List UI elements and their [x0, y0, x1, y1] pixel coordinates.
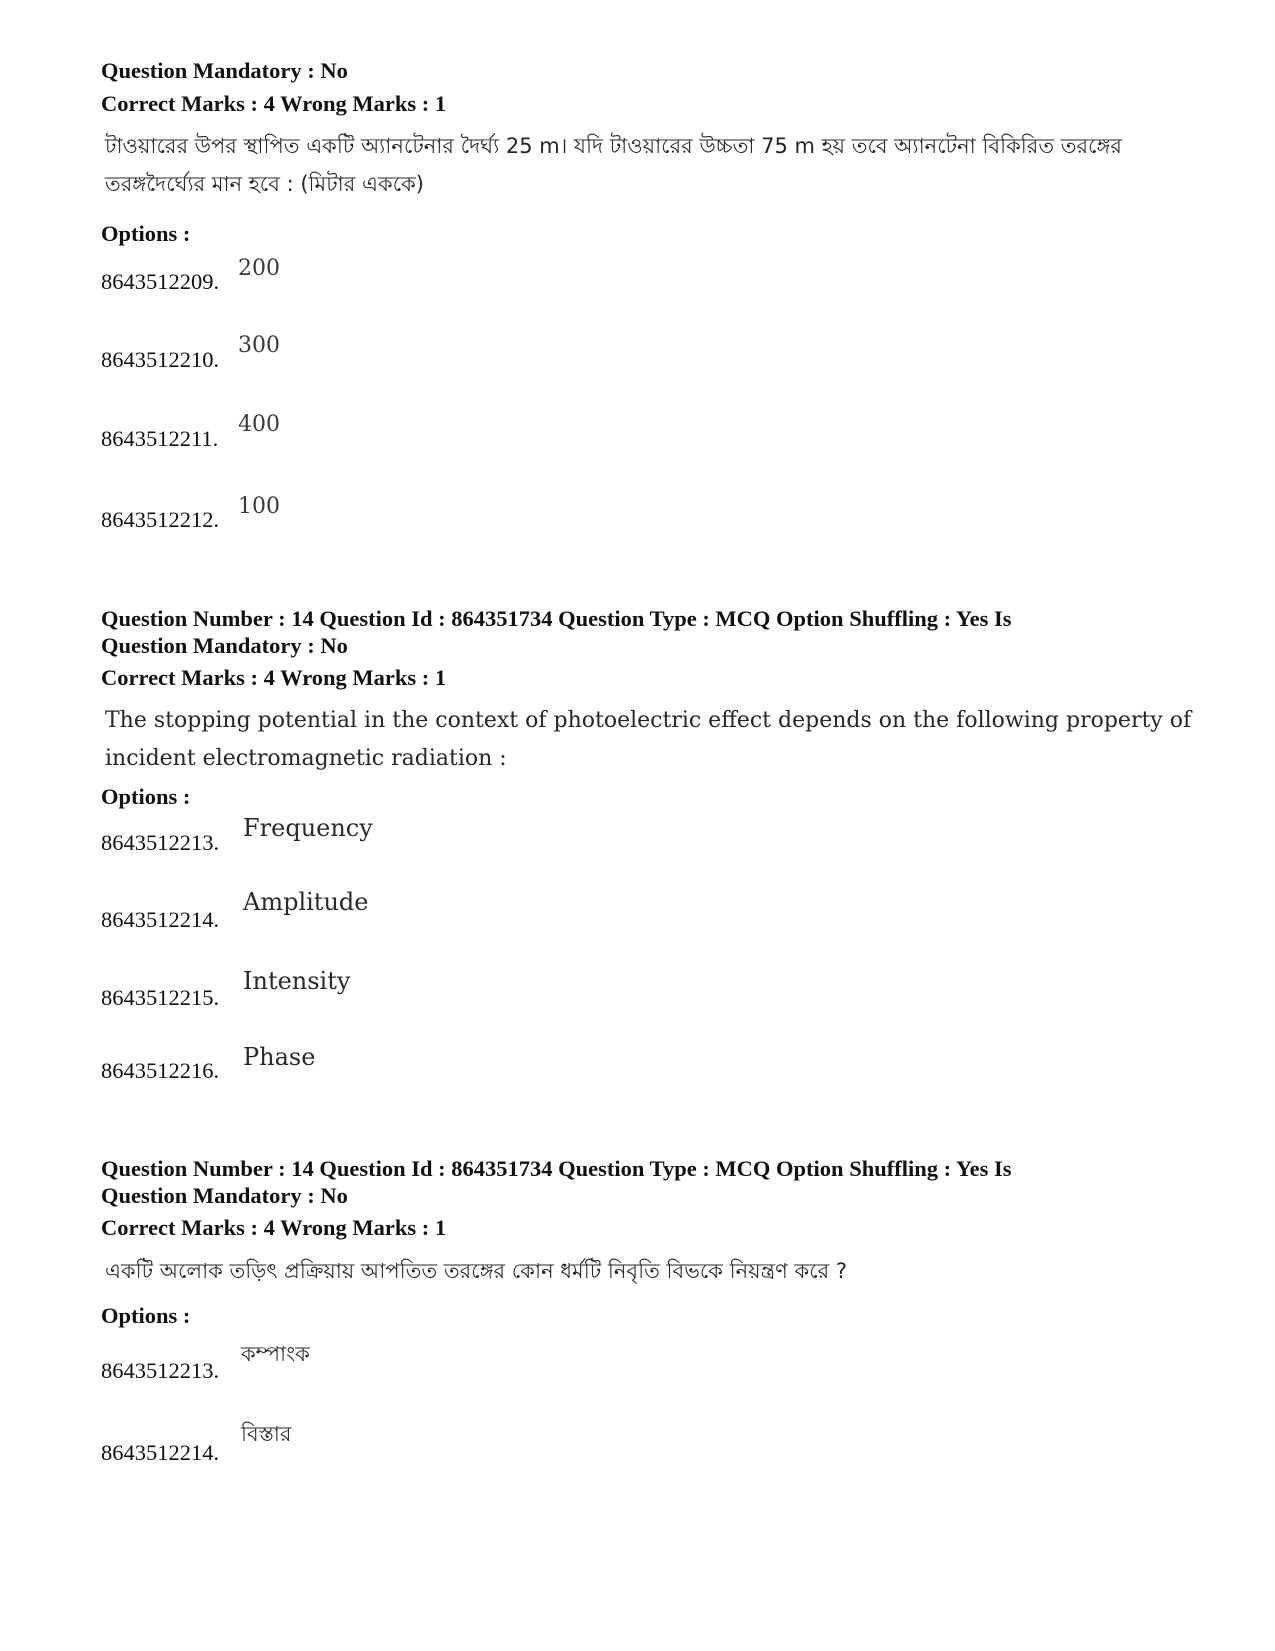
option-value: Phase: [243, 1043, 316, 1071]
option-id: 8643512213.: [101, 830, 220, 855]
option-value: 100: [238, 494, 280, 519]
option-value: Amplitude: [243, 888, 369, 916]
option-value: বিস্তার: [241, 1422, 292, 1446]
option-value: Intensity: [243, 967, 351, 995]
options-label: Options :: [101, 784, 191, 809]
option-value: 200: [238, 256, 280, 281]
question-marks: Correct Marks : 4 Wrong Marks : 1: [101, 1215, 447, 1240]
option-id: 8643512210.: [101, 347, 220, 372]
option-value: Frequency: [243, 814, 373, 842]
option-id: 8643512213.: [101, 1358, 220, 1383]
options-label: Options :: [101, 1303, 191, 1328]
option-value: 400: [238, 412, 280, 437]
option-value: কম্পাংক: [241, 1342, 310, 1366]
question-header: Question Number : 14 Question Id : 864351734 Question Type : MCQ Option Shuffling : Yes Is: [101, 1156, 1012, 1181]
option-id: 8643512214.: [101, 1440, 220, 1465]
options-label: Options :: [101, 221, 191, 246]
question-marks: Correct Marks : 4 Wrong Marks : 1: [101, 91, 447, 116]
question-text: টাওয়ারের উপর স্থাপিত একটি অ্যানটেনার দৈর্ঘ্য 25 m। যদি টাওয়ারের উচ্চতা 75 m হয় তবে অ্যানটেনা বিকিরিত তরঙ্গের তরঙ্গদৈর্ঘ্যের মান হবে : (মিটার এককে): [105, 134, 1122, 196]
option-id: 8643512214.: [101, 907, 220, 932]
question-text: The stopping potential in the context of photoelectric effect depends on the following property of incident electromagnetic radiation :: [105, 708, 1192, 771]
option-id: 8643512209.: [101, 269, 220, 294]
option-id: 8643512216.: [101, 1058, 220, 1083]
question-marks: Correct Marks : 4 Wrong Marks : 1: [101, 665, 447, 690]
option-id: 8643512215.: [101, 985, 220, 1010]
option-value: 300: [238, 333, 280, 358]
option-id: 8643512212.: [101, 507, 220, 532]
question-text: একটি অলোক তড়িৎ প্রক্রিয়ায় আপতিত তরঙ্গের কোন ধর্মটি নিবৃতি বিভকে নিয়ন্ত্রণ করে ?: [105, 1259, 848, 1283]
option-id: 8643512211.: [101, 426, 219, 451]
question-mandatory: Question Mandatory : No: [101, 633, 348, 658]
question-mandatory: Question Mandatory : No: [101, 58, 348, 83]
question-mandatory: Question Mandatory : No: [101, 1183, 348, 1208]
question-header: Question Number : 14 Question Id : 864351734 Question Type : MCQ Option Shuffling : Yes Is: [101, 606, 1012, 631]
